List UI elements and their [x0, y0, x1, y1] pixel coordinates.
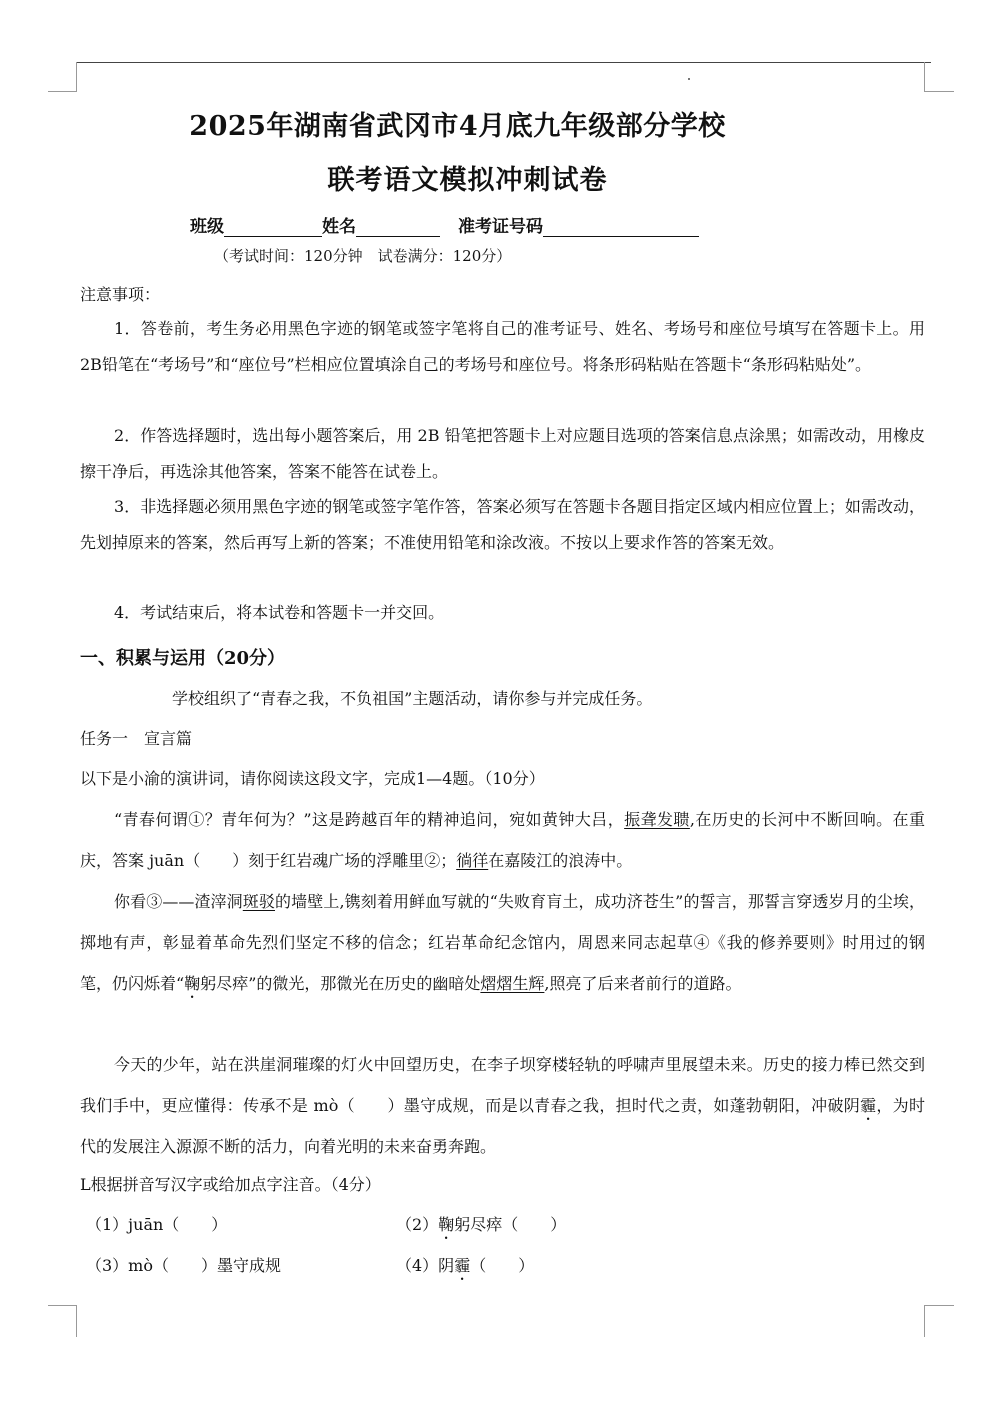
text-run: 今天的少年，站在洪崖洞璀璨的灯火中回望历史，在李子坝穿楼轻轨的呼啸声里展望未来。历史的接力棒已然交到我们手中，更应懂得：传承不是 mò（ ）墨守成规，而是以青春之我，担时代之责，如蓬勃朝阳，冲破阴 — [80, 1055, 925, 1115]
exam-info: （考试时间：120分钟 试卷满分：120分） — [214, 247, 512, 265]
q1-item-2 — [396, 1212, 566, 1243]
section-intro: 学校组织了“青春之我，不负祖国”主题活动，请你参与并完成任务。 — [172, 689, 653, 708]
text-run: 躬尽瘁（ ） — [454, 1215, 567, 1234]
notice-item-3: 3．非选择题必须用黑色字迹的钢笔或签字笔作答，答案必须写在答题卡各题目指定区域内相应位置上；如需改动，先划掉原来的答案，然后再写上新的答案；不准使用铅笔和涂改液。不按以上要求作答的答案无效。 — [80, 497, 925, 552]
section-heading: 一、积累与运用（20分） — [80, 648, 286, 669]
speech-paragraph-1 — [80, 799, 925, 881]
exam-id-blank[interactable] — [543, 218, 699, 237]
dotted-char: 鞠 — [184, 974, 201, 993]
text-run: ,在历史的长河中不断回响。在重庆，答案 juān（ ）刻于红岩魂广场的浮雕里②； — [80, 810, 925, 870]
crop-mark-top-left — [48, 62, 77, 92]
student-info-fields — [190, 212, 699, 237]
q1-item-3: （3）mò（ ）墨守成规 — [86, 1256, 281, 1275]
top-rule — [76, 62, 931, 63]
underlined-word: 斑驳 — [242, 892, 276, 911]
question-1: L根据拼音写汉字或给加点字注音。（4分） — [80, 1175, 381, 1194]
speech-paragraph-3 — [80, 1044, 925, 1167]
text-run: （4）阴 — [396, 1256, 455, 1275]
underlined-word: 熠熠生辉 — [480, 974, 545, 993]
page-title: 2025年湖南省武冈市4月底九年级部分学校 — [189, 111, 726, 142]
crop-mark-bottom-right — [924, 1305, 954, 1306]
dotted-char: 霾 — [454, 1256, 471, 1275]
text-run: ，为时代的发展注入源源不断的活力，向着光明的未来奋勇奔跑。 — [80, 1096, 925, 1156]
dotted-char: 霾 — [860, 1096, 877, 1115]
text-run: （2） — [396, 1215, 439, 1234]
crop-mark-bottom-left — [48, 1305, 76, 1306]
notice-item-2: 2．作答选择题时，选出每小题答案后，用 2B 铅笔把答题卡上对应题目选项的答案信息点涂黑；如需改动，用橡皮擦干净后，再选涂其他答案，答案不能答在试卷上。 — [80, 426, 925, 481]
name-blank[interactable] — [356, 218, 440, 237]
exam-id-label: 准考证号码 — [458, 217, 543, 237]
q1-item-4 — [396, 1253, 534, 1284]
text-run: 在嘉陵江的浪涛中。 — [488, 851, 633, 870]
text-run: 的墙壁上,镌刻着用鲜血写就的“失败育肓土，成功济苍生”的誓言，那誓言穿透岁月的尘埃，掷地有声，彰显着革命先烈们坚定不移的信念；红岩革命纪念馆内，周恩来同志起草④《我的修养要则》时用过的钢笔，仍闪烁着“ — [80, 892, 925, 993]
crop-mark-top-left — [48, 91, 76, 92]
text-run: （ ） — [470, 1256, 535, 1275]
page-subtitle: 联考语文模拟冲刺试卷 — [327, 165, 608, 196]
text-run: 躬尽瘁”的微光，那微光在历史的幽暗处 — [200, 974, 481, 993]
q1-item-1: （1）juān（ ） — [86, 1215, 228, 1234]
crop-mark-top-right — [924, 62, 925, 92]
class-blank[interactable] — [224, 218, 322, 237]
speck — [688, 78, 690, 80]
notice-title: 注意事项： — [80, 285, 161, 304]
text-run: 你看③——渣滓洞 — [114, 892, 243, 911]
text-run: ,照亮了后来者前行的道路。 — [544, 974, 742, 993]
notice-item-4: 4．考试结束后，将本试卷和答题卡一并交回。 — [114, 603, 445, 622]
dotted-char: 鞠 — [438, 1215, 455, 1234]
name-label: 姓名 — [322, 217, 356, 237]
text-run: “青春何谓①？青年何为？”这是跨越百年的精神追问，宛如黄钟大吕， — [114, 810, 625, 829]
underlined-word: 振聋发聩 — [624, 810, 690, 829]
crop-mark-top-right — [924, 91, 954, 92]
task-title: 任务一 宣言篇 — [80, 729, 193, 748]
crop-mark-bottom-right — [924, 1305, 925, 1337]
task-instruction: 以下是小渝的演讲词，请你阅读这段文字，完成1—4题。（10分） — [80, 769, 545, 788]
class-label: 班级 — [190, 217, 224, 237]
speech-paragraph-2 — [80, 881, 925, 1004]
underlined-word: 徜徉 — [456, 851, 489, 870]
notice-item-1: 1．答卷前，考生务必用黑色字迹的钢笔或签字笔将自己的准考证号、姓名、考场号和座位号填写在答题卡上。用2B铅笔在“考场号”和“座位号”栏相应位置填涂自己的考场号和座位号。将条形码粘贴在答题卡“条形码粘贴处”。 — [80, 319, 925, 374]
crop-mark-bottom-left — [76, 1305, 77, 1337]
